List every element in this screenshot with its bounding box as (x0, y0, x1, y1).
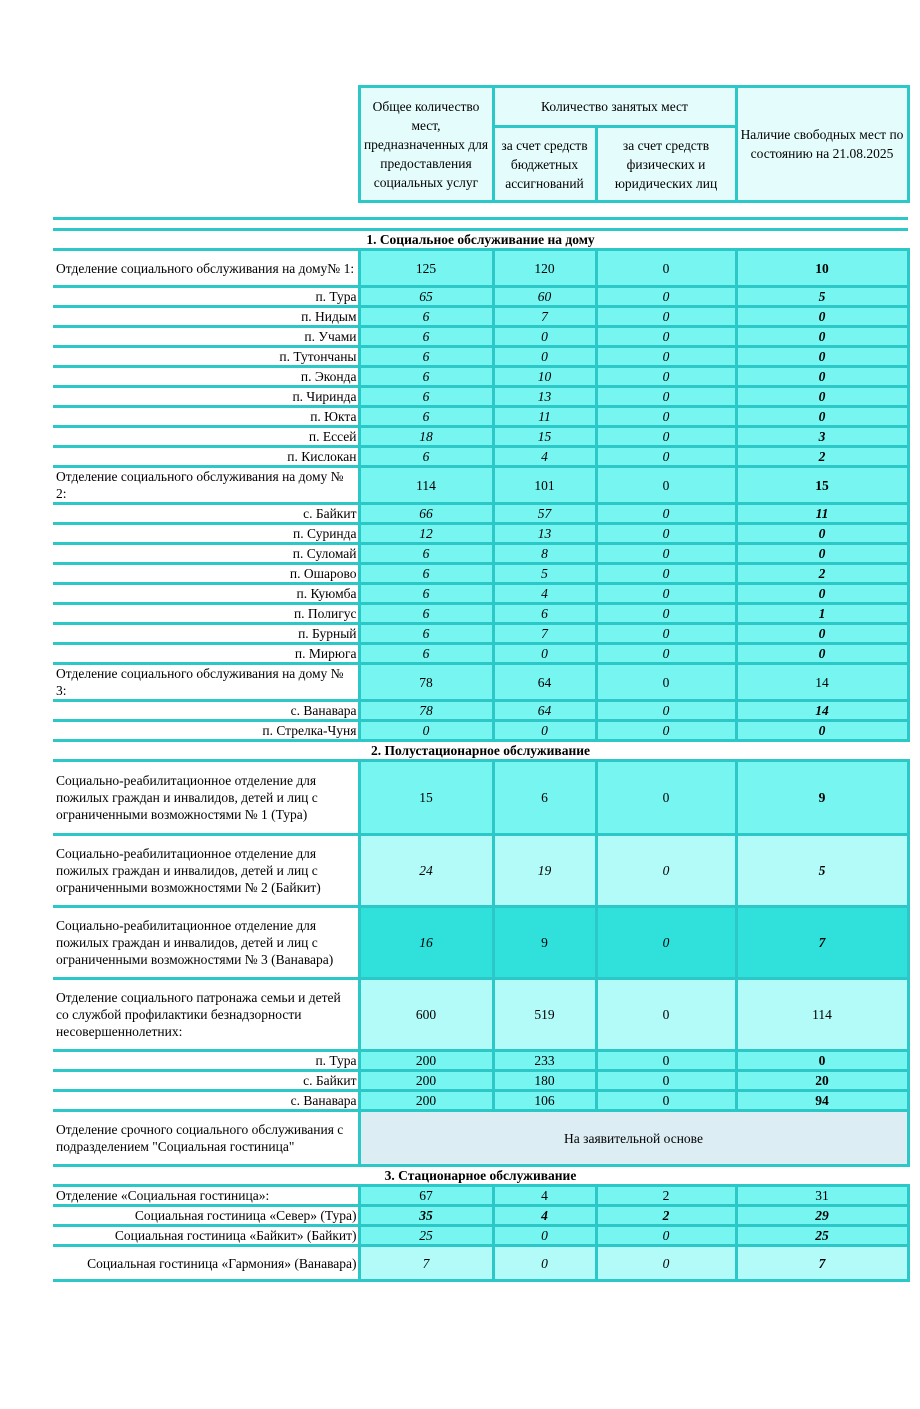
cell-free-places: 5 (736, 287, 908, 307)
cell-budget-occupied: 0 (493, 1226, 596, 1246)
row-label: Отделение социального обслуживания на дому№ 1: (53, 250, 359, 287)
cell-budget-occupied: 64 (493, 701, 596, 721)
row-label: Отделение «Социальная гостиница»: (53, 1186, 359, 1206)
table-row (53, 287, 908, 307)
cell-free-places: 7 (736, 1246, 908, 1281)
cell-private-occupied: 0 (596, 544, 736, 564)
row-label: п. Мирюга (53, 644, 359, 664)
table-row (53, 564, 908, 584)
cell-budget-occupied: 7 (493, 307, 596, 327)
row-label: п. Чиринда (53, 387, 359, 407)
cell-budget-occupied: 106 (493, 1091, 596, 1111)
row-label: Отделение срочного социального обслуживания с подразделением "Социальная гостиница" (53, 1111, 359, 1166)
row-label: с. Байкит (53, 1071, 359, 1091)
row-label: с. Ванавара (53, 701, 359, 721)
cell-total-places: 18 (359, 427, 493, 447)
cell-free-places: 0 (736, 624, 908, 644)
section-heading-row (53, 741, 908, 761)
table-row (53, 1091, 908, 1111)
row-label: п. Куюмба (53, 584, 359, 604)
cell-private-occupied: 0 (596, 644, 736, 664)
cell-total-places: 125 (359, 250, 493, 287)
cell-private-occupied: 0 (596, 701, 736, 721)
cell-budget-occupied: 9 (493, 907, 596, 979)
cell-total-places: 78 (359, 664, 493, 701)
row-label: Социальная гостиница «Гармония» (Ванавара) (53, 1246, 359, 1281)
table-row (53, 1051, 908, 1071)
cell-private-occupied: 0 (596, 467, 736, 504)
header-budget: за счет средств бюджетных ассигнований (493, 127, 596, 202)
table-row (53, 307, 908, 327)
header-blank (53, 87, 359, 202)
cell-total-places: 35 (359, 1206, 493, 1226)
cell-budget-occupied: 233 (493, 1051, 596, 1071)
table-row (53, 624, 908, 644)
table-row (53, 1186, 908, 1206)
cell-total-places: 6 (359, 447, 493, 467)
cell-budget-occupied: 13 (493, 524, 596, 544)
table-row (53, 467, 908, 504)
cell-private-occupied: 0 (596, 1226, 736, 1246)
cell-budget-occupied: 13 (493, 387, 596, 407)
cell-total-places: 24 (359, 835, 493, 907)
cell-free-places: 0 (736, 407, 908, 427)
table-row (53, 584, 908, 604)
cell-total-places: 6 (359, 407, 493, 427)
spacer-row (53, 202, 908, 219)
cell-private-occupied: 0 (596, 907, 736, 979)
cell-budget-occupied: 0 (493, 347, 596, 367)
cell-total-places: 6 (359, 544, 493, 564)
cell-free-places: 0 (736, 307, 908, 327)
cell-private-occupied: 2 (596, 1206, 736, 1226)
cell-private-occupied: 0 (596, 835, 736, 907)
row-label: п. Полигус (53, 604, 359, 624)
row-label: п. Стрелка-Чуня (53, 721, 359, 741)
row-label: п. Кислокан (53, 447, 359, 467)
cell-total-places: 200 (359, 1071, 493, 1091)
cell-budget-occupied: 180 (493, 1071, 596, 1091)
table-row (53, 347, 908, 367)
section-heading: 3. Стационарное обслуживание (53, 1166, 908, 1186)
cell-budget-occupied: 10 (493, 367, 596, 387)
table-row (53, 447, 908, 467)
table-row (53, 427, 908, 447)
cell-free-places: 0 (736, 524, 908, 544)
cell-total-places: 6 (359, 387, 493, 407)
cell-private-occupied: 0 (596, 721, 736, 741)
table-row (53, 250, 908, 287)
header-free: Наличие свободных мест по состоянию на 21.08.2025 (736, 87, 908, 202)
cell-free-places: 0 (736, 544, 908, 564)
table-row (53, 504, 908, 524)
row-label: Отделение социального обслуживания на дому № 3: (53, 664, 359, 701)
cell-free-places: 0 (736, 347, 908, 367)
cell-free-places: 0 (736, 327, 908, 347)
cell-private-occupied: 0 (596, 307, 736, 327)
table-row (53, 721, 908, 741)
spacer-row (53, 219, 908, 230)
row-label: Социальная гостиница «Байкит» (Байкит) (53, 1226, 359, 1246)
cell-free-places: 31 (736, 1186, 908, 1206)
cell-free-places: 10 (736, 250, 908, 287)
cell-budget-occupied: 6 (493, 604, 596, 624)
row-label: с. Ванавара (53, 1091, 359, 1111)
cell-total-places: 200 (359, 1051, 493, 1071)
row-label: Отделение социального обслуживания на дому № 2: (53, 467, 359, 504)
cell-private-occupied: 0 (596, 1246, 736, 1281)
cell-free-places: 94 (736, 1091, 908, 1111)
cell-budget-occupied: 60 (493, 287, 596, 307)
cell-private-occupied: 0 (596, 584, 736, 604)
section-heading-row (53, 1166, 908, 1186)
row-label: п. Суринда (53, 524, 359, 544)
row-label: п. Юкта (53, 407, 359, 427)
cell-total-places: 6 (359, 604, 493, 624)
header-row-1 (53, 87, 908, 127)
cell-budget-occupied: 5 (493, 564, 596, 584)
cell-private-occupied: 0 (596, 287, 736, 307)
cell-total-places: 7 (359, 1246, 493, 1281)
cell-free-places: 14 (736, 701, 908, 721)
cell-private-occupied: 0 (596, 447, 736, 467)
cell-free-places: 0 (736, 584, 908, 604)
header-total-places: Общее количество мест, предназначенных для предоставления социальных услуг (359, 87, 493, 202)
cell-free-places: 7 (736, 907, 908, 979)
cell-budget-occupied: 8 (493, 544, 596, 564)
cell-total-places: 16 (359, 907, 493, 979)
cell-private-occupied: 0 (596, 347, 736, 367)
table-row (53, 1226, 908, 1246)
row-label: п. Нидым (53, 307, 359, 327)
section-heading-row (53, 230, 908, 250)
cell-free-places: 11 (736, 504, 908, 524)
row-label: п. Ошарово (53, 564, 359, 584)
cell-budget-occupied: 4 (493, 447, 596, 467)
cell-budget-occupied: 120 (493, 250, 596, 287)
cell-budget-occupied: 64 (493, 664, 596, 701)
cell-total-places: 12 (359, 524, 493, 544)
row-label: Отделение социального патронажа семьи и детей со службой профилактики безнадзорности несовершеннолетних: (53, 979, 359, 1051)
row-label: п. Ессей (53, 427, 359, 447)
social-services-table (53, 85, 910, 1282)
section-heading: 1. Социальное обслуживание на дому (53, 230, 908, 250)
table-row (53, 387, 908, 407)
cell-total-places: 67 (359, 1186, 493, 1206)
cell-total-places: 6 (359, 327, 493, 347)
cell-total-places: 0 (359, 721, 493, 741)
cell-total-places: 6 (359, 624, 493, 644)
cell-budget-occupied: 57 (493, 504, 596, 524)
cell-total-places: 600 (359, 979, 493, 1051)
cell-private-occupied: 0 (596, 604, 736, 624)
cell-budget-occupied: 4 (493, 1206, 596, 1226)
cell-free-places: 2 (736, 564, 908, 584)
table-row (53, 1071, 908, 1091)
cell-free-places: 9 (736, 761, 908, 835)
cell-budget-occupied: 0 (493, 721, 596, 741)
cell-total-places: 65 (359, 287, 493, 307)
cell-free-places: 14 (736, 664, 908, 701)
cell-private-occupied: 0 (596, 504, 736, 524)
cell-budget-occupied: 519 (493, 979, 596, 1051)
table-row (53, 644, 908, 664)
table-row (53, 1246, 908, 1281)
cell-free-places: 2 (736, 447, 908, 467)
table-row (53, 327, 908, 347)
cell-total-places: 78 (359, 701, 493, 721)
cell-private-occupied: 0 (596, 250, 736, 287)
table-row (53, 604, 908, 624)
cell-free-places: 0 (736, 721, 908, 741)
cell-total-places: 6 (359, 584, 493, 604)
row-label: Социальная гостиница «Север» (Тура) (53, 1206, 359, 1226)
cell-budget-occupied: 0 (493, 1246, 596, 1281)
cell-private-occupied: 0 (596, 407, 736, 427)
cell-private-occupied: 2 (596, 1186, 736, 1206)
cell-private-occupied: 0 (596, 1091, 736, 1111)
cell-budget-occupied: 6 (493, 761, 596, 835)
row-label: Социально-реабилитационное отделение для пожилых граждан и инвалидов, детей и лиц с ограниченными возможностями № 3 (Ванавара) (53, 907, 359, 979)
cell-free-places: 114 (736, 979, 908, 1051)
cell-private-occupied: 0 (596, 1071, 736, 1091)
cell-private-occupied: 0 (596, 327, 736, 347)
cell-private-occupied: 0 (596, 624, 736, 644)
section-heading: 2. Полустационарное обслуживание (53, 741, 908, 761)
merged-note-cell: На заявительной основе (359, 1111, 908, 1166)
table-row (53, 664, 908, 701)
cell-total-places: 15 (359, 761, 493, 835)
cell-total-places: 6 (359, 307, 493, 327)
row-label: Социально-реабилитационное отделение для пожилых граждан и инвалидов, детей и лиц с ограниченными возможностями № 2 (Байкит) (53, 835, 359, 907)
table-row (53, 367, 908, 387)
row-label: п. Учами (53, 327, 359, 347)
cell-private-occupied: 0 (596, 427, 736, 447)
row-label: п. Тура (53, 1051, 359, 1071)
cell-budget-occupied: 15 (493, 427, 596, 447)
cell-total-places: 6 (359, 564, 493, 584)
cell-free-places: 5 (736, 835, 908, 907)
cell-budget-occupied: 0 (493, 644, 596, 664)
cell-private-occupied: 0 (596, 387, 736, 407)
cell-free-places: 15 (736, 467, 908, 504)
cell-budget-occupied: 4 (493, 584, 596, 604)
row-label: п. Суломай (53, 544, 359, 564)
table-row (53, 407, 908, 427)
table-row (53, 524, 908, 544)
cell-total-places: 6 (359, 367, 493, 387)
cell-total-places: 200 (359, 1091, 493, 1111)
cell-free-places: 0 (736, 367, 908, 387)
cell-budget-occupied: 4 (493, 1186, 596, 1206)
row-label: с. Байкит (53, 504, 359, 524)
header-private: за счет средств физических и юридических лиц (596, 127, 736, 202)
cell-free-places: 0 (736, 1051, 908, 1071)
cell-total-places: 25 (359, 1226, 493, 1246)
cell-total-places: 6 (359, 347, 493, 367)
cell-budget-occupied: 101 (493, 467, 596, 504)
cell-free-places: 0 (736, 387, 908, 407)
cell-budget-occupied: 7 (493, 624, 596, 644)
cell-private-occupied: 0 (596, 761, 736, 835)
table-row (53, 907, 908, 979)
cell-private-occupied: 0 (596, 1051, 736, 1071)
table-row (53, 1206, 908, 1226)
row-label: п. Бурный (53, 624, 359, 644)
cell-private-occupied: 0 (596, 979, 736, 1051)
table-row (53, 979, 908, 1051)
cell-free-places: 1 (736, 604, 908, 624)
table-row (53, 544, 908, 564)
table-row (53, 761, 908, 835)
table-row (53, 1111, 908, 1166)
row-label: п. Тура (53, 287, 359, 307)
cell-total-places: 66 (359, 504, 493, 524)
cell-private-occupied: 0 (596, 524, 736, 544)
row-label: Социально-реабилитационное отделение для пожилых граждан и инвалидов, детей и лиц с ограниченными возможностями № 1 (Тура) (53, 761, 359, 835)
cell-total-places: 6 (359, 644, 493, 664)
cell-budget-occupied: 0 (493, 327, 596, 347)
cell-free-places: 0 (736, 644, 908, 664)
cell-free-places: 3 (736, 427, 908, 447)
table-row (53, 701, 908, 721)
header-occupied: Количество занятых мест (493, 87, 736, 127)
row-label: п. Тутончаны (53, 347, 359, 367)
cell-budget-occupied: 11 (493, 407, 596, 427)
cell-private-occupied: 0 (596, 367, 736, 387)
cell-private-occupied: 0 (596, 564, 736, 584)
cell-budget-occupied: 19 (493, 835, 596, 907)
cell-free-places: 20 (736, 1071, 908, 1091)
table-row (53, 835, 908, 907)
cell-total-places: 114 (359, 467, 493, 504)
cell-free-places: 25 (736, 1226, 908, 1246)
cell-free-places: 29 (736, 1206, 908, 1226)
cell-private-occupied: 0 (596, 664, 736, 701)
social-services-table-container (53, 85, 908, 1282)
row-label: п. Эконда (53, 367, 359, 387)
